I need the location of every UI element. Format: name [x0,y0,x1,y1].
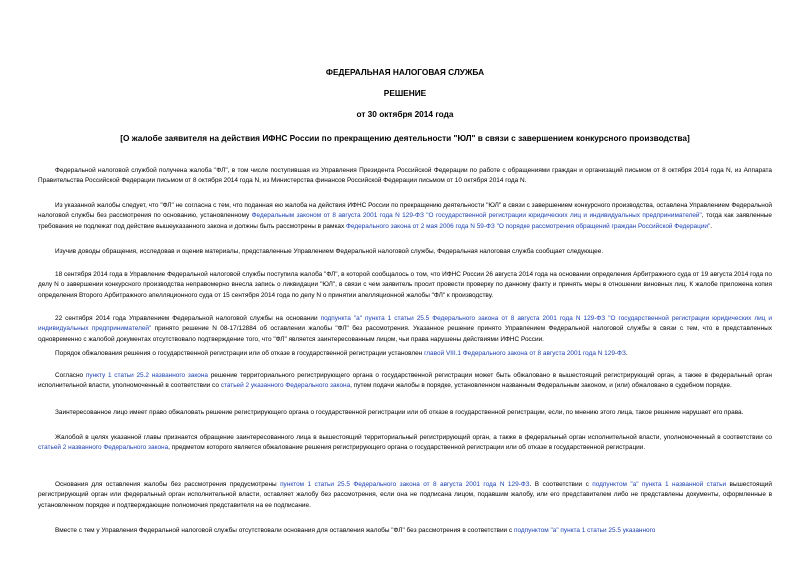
paragraph-text: 18 сентября 2014 года в Управление Федеральной налоговой службы поступила жалоба "ФЛ", в которой сообщалось о том, что ИФНС России 26 августа 2014 года на основании определения Арбитражного суда от 19 августа 2014 года по делу N о завершении конкурсного производства неправомерно внесла запись о ликвидации "ЮЛ", в связи с чем заявитель просит провести проверку по данному факту и принять меры в отношении виновных лиц. К жалобе приложена копия определения Второго Арбитражного апелляционного суда от 15 сентября 2014 года по делу N о принятии апелляционной жалобы "ФЛ" к производству. [38,271,772,299]
paragraph-text: Порядок обжалования решения о государственной регистрации или об отказе в государственной регистрации установлен [55,350,425,357]
paragraph-text: Вместе с тем у Управления Федеральной налоговой службы отсутствовали основания для оставления жалобы "ФЛ" без рассмотрения в соответствии с [55,527,514,534]
paragraph [38,247,772,257]
paragraph-text: , предметом которого является обжалование решения регистрирующего органа о государственной регистрации или об отказе в государственной регистрации. [168,444,646,452]
paragraph [38,480,772,511]
law-reference-link[interactable]: Федеральным законом от 8 августа 2001 года N 129-ФЗ "О государственной регистрации юридических лиц и индивидуальных предпринимателей" [251,212,702,220]
paragraph [38,201,772,232]
law-reference-link[interactable]: подпунктом "а" пункта 1 названной статьи [592,481,727,488]
document-date: от 30 октября 2014 года [356,109,454,119]
paragraph-text: принято решение N 08-17/12884 об оставлении жалобы "ФЛ" без рассмотрения. Указанное решение принято Управлением Федеральной налоговой службы в связи с тем, что в представленных одновременно с жалобой документах отсутствовало подтверждение того, что "ФЛ" является заинтересованным лицом, чьи права нарушены действиями ИФНС России. [38,325,773,343]
law-reference-link[interactable]: подпункта "а" пункта 1 статьи 25.5 Федерального закона от 8 августа 2001 года N 129-ФЗ "О государственной регистрации юридических лиц и индивидуальных предпринимателей" [38,315,772,333]
agency-title: ФЕДЕРАЛЬНАЯ НАЛОГОВАЯ СЛУЖБА [325,67,485,77]
document-type: РЕШЕНИЕ [383,88,427,98]
law-reference-link[interactable]: главой VIII.1 Федерального закона от 8 августа 2001 года N 129-ФЗ [424,350,626,357]
paragraph [38,526,772,536]
paragraph [38,314,772,345]
paragraph [38,166,772,187]
paragraph [38,349,772,359]
law-reference-link[interactable]: подпунктом "а" пункта 1 статьи 25.5 указанного [513,527,656,534]
paragraph-text: Федеральной налоговой службой получена жалоба "ФЛ", в том числе поступившая из Управления Президента Российской Федерации по работе с обращениями граждан и организаций письмом от 8 октября 2014 года N, из Аппарата Правительства Российской Федерации письмом от 8 октября 2014 года N, из Министерства финансов Российской Федерации письмом от 10 октября 2014 года N. [38,167,772,185]
law-reference-link[interactable]: статьей 2 указанного Федерального закона [220,382,351,390]
paragraph-text: решение территориального регистрирующего органа о государственной регистрации может быть обжаловано в вышестоящий регистрирующий орган, а также в федеральный орган исполнительной власти, уполномоченный в соответствии со [38,372,772,390]
paragraph-text: . [625,350,628,357]
document-subject: [О жалобе заявителя на действия ИФНС России по прекращению деятельности "ЮЛ" в связи с завершением конкурсного производства] [120,133,690,143]
paragraph-text: 22 сентября 2014 года Управлением Федеральной налоговой службы на основании [55,315,321,322]
paragraph [38,371,772,392]
paragraph [38,408,772,418]
law-reference-link[interactable]: статьей 2 названного Федерального закона [38,444,169,452]
paragraph-text: Из указанной жалобы следует, что "ФЛ" не согласна с тем, что поданная ею жалоба на действия ИФНС России по прекращению деятельности "ЮЛ" в связи с завершением конкурсного производства, оставлена Управлением Федеральной налоговой службы без рассмотрения по основанию, установленному [38,202,772,220]
paragraph-text: . [710,222,713,230]
paragraph [38,433,772,454]
paragraph-text: Жалобой в целях указанной главы признается обращение заинтересованного лица в вышестоящий территориальный регистрирующий орган, а также в федеральный орган исполнительной власти, уполномоченный в соответствии со [55,434,772,441]
paragraph [38,270,772,301]
paragraph-text: Согласно [55,372,86,379]
law-reference-link[interactable]: пункту 1 статьи 25.2 названного закона [85,372,208,379]
paragraph-text: , тогда как заявленные требования не подлежат под действие вышеуказанного закона и должны быть рассмотрены в рамках [38,212,772,230]
paragraph-text: Изучив доводы обращения, исследовав и оценив материалы, представленные Управлением Федеральной налоговой службы, Федеральная налоговая служба сообщает следующее. [55,248,604,255]
paragraph-text: , путем подачи жалобы в порядке, установленном названным Федеральным законом, и (или) обжаловано в судебном порядке. [350,382,732,390]
law-reference-link[interactable]: Федерального закона от 2 мая 2006 года N 59-ФЗ "О порядке рассмотрения обращений граждан Российской Федерации" [346,222,711,230]
paragraph-text: Заинтересованное лицо имеет право обжаловать решение регистрирующего органа о государственной регистрации или об отказе в государственной регистрации, если, по мнению этого лица, такое решение нарушает его права. [55,409,744,416]
paragraph-text: вышестоящий регистрирующий орган или федеральный орган исполнительной власти, оставляет жалобу без рассмотрения, если она не подписана лицом, подавшим жалобу, или его представителем либо не представлены документы, оформленные в установленном порядке и подтверждающие полномочия представителя на ее подписание. [38,481,772,509]
law-reference-link[interactable]: пунктом 1 статьи 25.5 Федерального закона от 8 августа 2001 года N 129-ФЗ [280,481,530,488]
paragraph-text: . В соответствии с [529,481,593,488]
paragraph-text: Основания для оставления жалобы без рассмотрения предусмотрены [55,481,281,488]
